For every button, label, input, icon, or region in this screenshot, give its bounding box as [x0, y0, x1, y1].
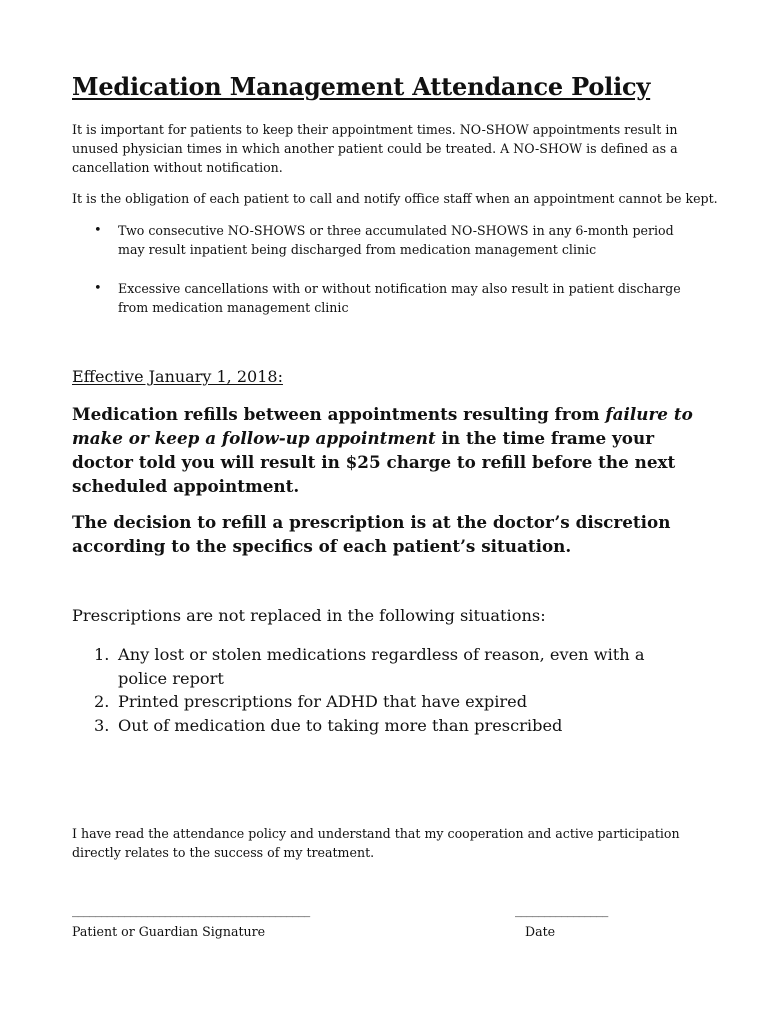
list-item: [72, 221, 698, 259]
bullet-icon: •: [94, 281, 102, 296]
list-item: [72, 643, 698, 690]
list-number: 2.: [94, 692, 110, 711]
list-number: 1.: [94, 645, 110, 664]
policy-bullet-list: [72, 221, 698, 337]
obligation-paragraph: It is the obligation of each patient to call and notify office staff when an appointment cannot be kept.: [72, 191, 718, 206]
effective-date-heading: Effective January 1, 2018:: [72, 367, 283, 386]
list-item-text: Out of medication due to taking more than prescribed: [118, 715, 563, 735]
bullet-text: Two consecutive NO-SHOWS or three accumulated NO-SHOWS in any 6-month period may result inpatient being discharged from medication management clinic: [118, 223, 674, 257]
discretion-paragraph: The decision to refill a prescription is at the doctor’s discretion according to the specifics of each patient’s situation.: [72, 512, 671, 556]
refill-charge-paragraph: [72, 402, 698, 498]
list-item-text: Printed prescriptions for ADHD that have expired: [118, 692, 528, 711]
refill-text-part1: Medication refills between appointments resulting from: [72, 404, 606, 424]
date-line: ________________: [515, 902, 608, 917]
prescriptions-list: [72, 643, 698, 737]
refill-text-part2: in the time frame your doctor told you will result in $25 charge to refill before the next scheduled appointment.: [72, 428, 676, 496]
signature-label: Patient or Guardian Signature: [72, 924, 266, 939]
date-label: Date: [525, 924, 556, 939]
signature-line: _________________________________________: [72, 902, 310, 917]
list-item: [72, 279, 698, 317]
list-item-text: Any lost or stolen medications regardless of reason, even with a police report: [118, 645, 645, 688]
intro-paragraph: It is important for patients to keep their appointment times. NO-SHOW appointments result in unused physician times in which another patient could be treated. A NO-SHOW is defined as a cancellation without notification.: [72, 122, 678, 175]
refill-text-emphasis: failure to make or keep a follow-up appointment: [72, 404, 693, 448]
page-title: Medication Management Attendance Policy: [72, 72, 651, 101]
bullet-icon: •: [94, 223, 102, 238]
acknowledgement-statement: I have read the attendance policy and understand that my cooperation and active participation directly relates to the success of my treatment.: [72, 826, 680, 860]
list-item: [72, 714, 698, 738]
bullet-text: Excessive cancellations with or without notification may also result in patient discharge from medication management clinic: [118, 281, 681, 315]
list-number: 3.: [94, 715, 110, 735]
list-item: [72, 690, 698, 714]
prescriptions-intro: Prescriptions are not replaced in the following situations:: [72, 606, 546, 625]
